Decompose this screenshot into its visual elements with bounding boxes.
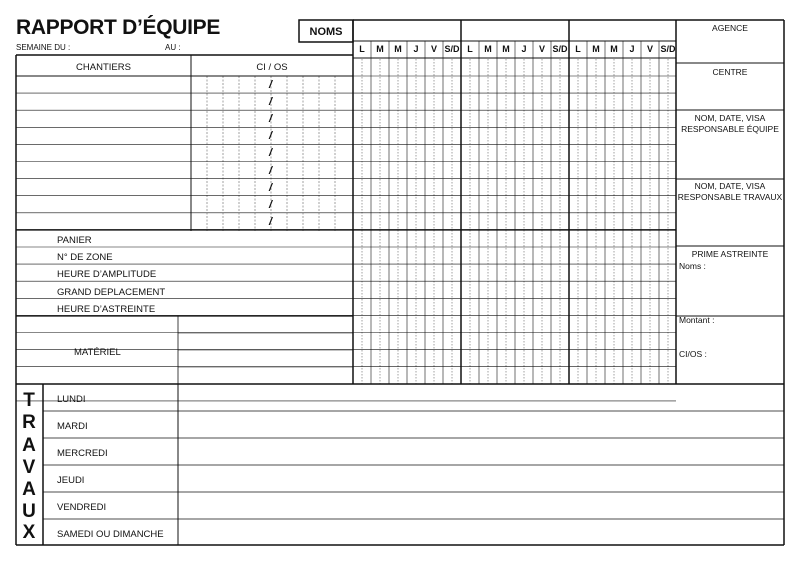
travaux-day-vendredi: VENDREDI bbox=[57, 502, 107, 513]
visa-equipe-line2: RESPONSABLE ÉQUIPE bbox=[681, 124, 779, 134]
travaux-day-mardi: MARDI bbox=[57, 421, 88, 432]
travaux-day-lundi: LUNDI bbox=[57, 394, 86, 405]
travaux-letter-r: R bbox=[22, 412, 36, 433]
travaux-day-samedi-dimanche: SAMEDI OU DIMANCHE bbox=[57, 529, 164, 540]
day-letter-1-4: V bbox=[538, 44, 545, 54]
day-letter-0-5: S/D bbox=[444, 44, 460, 54]
cios-slash: / bbox=[269, 147, 273, 160]
visa-equipe-line1: NOM, DATE, VISA bbox=[694, 113, 766, 123]
cios-slash: / bbox=[269, 198, 273, 211]
travaux-letter-u: U bbox=[22, 501, 36, 522]
amplitude-label: HEURE D’AMPLITUDE bbox=[57, 269, 157, 280]
member-name-field-1[interactable] bbox=[353, 20, 460, 41]
travaux-letter-t: T bbox=[23, 390, 35, 411]
day-letter-0-0: L bbox=[359, 44, 365, 54]
day-letter-0-3: J bbox=[413, 44, 419, 54]
zone-label: N° DE ZONE bbox=[57, 252, 113, 263]
day-letter-2-2: M bbox=[610, 44, 618, 54]
day-letter-2-1: M bbox=[592, 44, 600, 54]
prime-astreinte-label: PRIME ASTREINTE bbox=[691, 249, 769, 259]
travaux-letter-x: X bbox=[22, 522, 36, 543]
day-letter-1-0: L bbox=[467, 44, 473, 54]
page-title: RAPPORT D’ÉQUIPE bbox=[16, 16, 221, 39]
day-letter-1-1: M bbox=[484, 44, 492, 54]
cios-slash: / bbox=[269, 130, 273, 143]
day-letter-2-0: L bbox=[575, 44, 581, 54]
centre-label: CENTRE bbox=[712, 67, 748, 77]
cios-slash: / bbox=[269, 181, 273, 194]
day-letter-0-4: V bbox=[430, 44, 437, 54]
member-name-field-2[interactable] bbox=[461, 20, 568, 41]
day-letter-2-3: J bbox=[629, 44, 635, 54]
travaux-letter-a1: A bbox=[22, 435, 36, 456]
travaux-letter-a2: A bbox=[22, 479, 36, 500]
week-to-label: AU : bbox=[165, 43, 181, 52]
day-letter-1-5: S/D bbox=[552, 44, 568, 54]
noms-label: Noms : bbox=[679, 261, 706, 271]
agence-label: AGENCE bbox=[712, 23, 748, 33]
day-letter-0-2: M bbox=[394, 44, 402, 54]
cios-header: CI / OS bbox=[256, 62, 288, 73]
cios-slash: / bbox=[269, 113, 273, 126]
astreinte-label: HEURE D’ASTREINTE bbox=[57, 304, 156, 315]
chantiers-header: CHANTIERS bbox=[76, 62, 131, 73]
visa-travaux-label bbox=[677, 181, 783, 203]
day-letter-1-3: J bbox=[521, 44, 527, 54]
day-letter-1-2: M bbox=[502, 44, 510, 54]
visa-travaux-line1: NOM, DATE, VISA bbox=[694, 181, 766, 191]
visa-travaux-line2: RESPONSABLE TRAVAUX bbox=[677, 192, 783, 202]
member-name-field-3[interactable] bbox=[569, 20, 676, 41]
montant-label: Montant : bbox=[679, 315, 715, 325]
cios-label: CI/OS : bbox=[679, 349, 707, 359]
cios-slash: / bbox=[269, 96, 273, 109]
day-letter-0-1: M bbox=[376, 44, 384, 54]
grand-deplacement-label: GRAND DEPLACEMENT bbox=[57, 287, 166, 298]
day-letter-2-4: V bbox=[646, 44, 653, 54]
cios-slash: / bbox=[269, 164, 273, 177]
travaux-letter-v: V bbox=[22, 457, 36, 478]
day-letter-2-5: S/D bbox=[660, 44, 676, 54]
panier-label: PANIER bbox=[57, 235, 92, 246]
cios-slash: / bbox=[269, 79, 273, 91]
visa-equipe-label bbox=[677, 113, 783, 135]
travaux-day-mercredi: MERCREDI bbox=[57, 448, 108, 459]
cios-slash: / bbox=[269, 215, 273, 228]
materiel-label: MATÉRIEL bbox=[74, 347, 121, 358]
names-label: NOMS bbox=[309, 26, 343, 38]
week-from-label: SEMAINE DU : bbox=[16, 43, 71, 52]
travaux-day-jeudi: JEUDI bbox=[57, 475, 85, 486]
